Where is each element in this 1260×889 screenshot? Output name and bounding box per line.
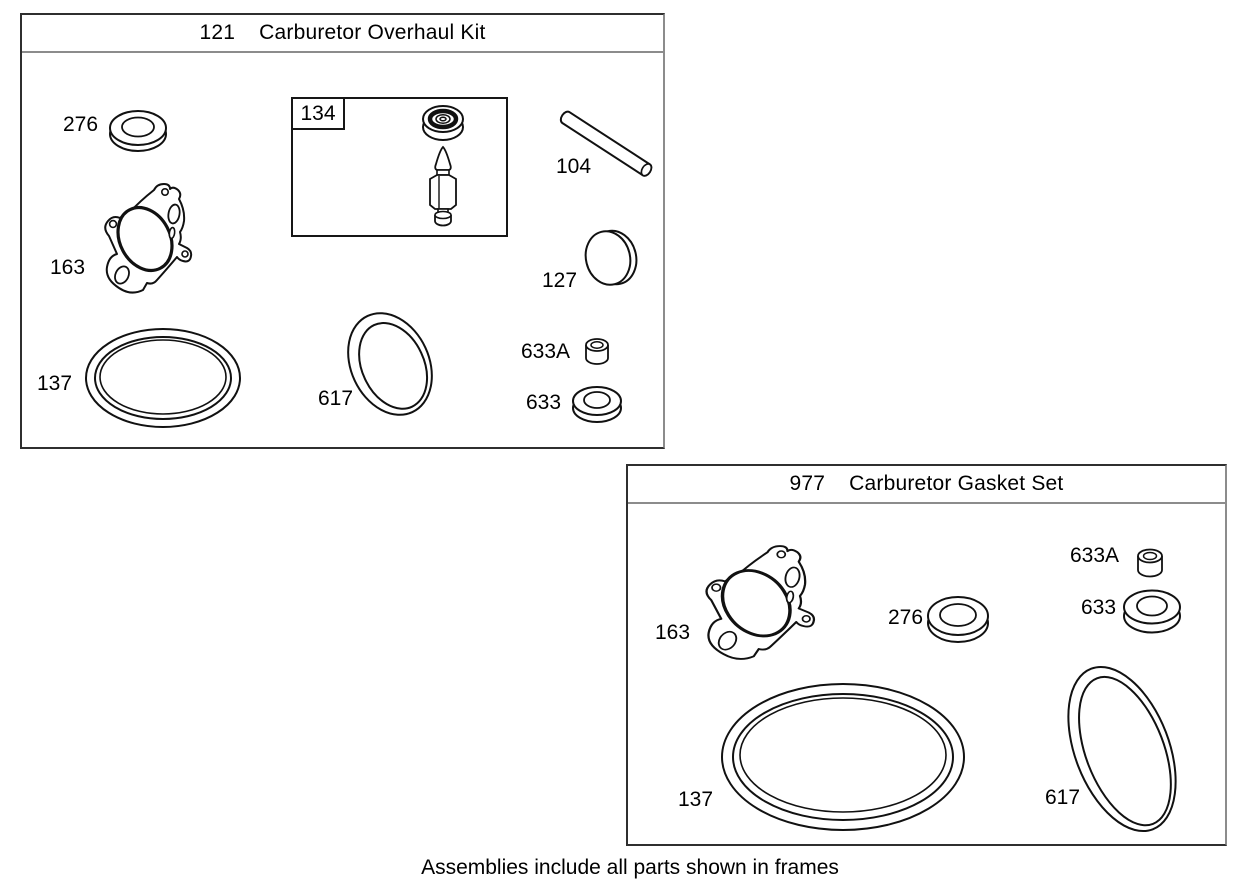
part-label-276: 276: [888, 606, 924, 629]
carburetor-gasket-set-frame: [626, 464, 1227, 846]
part-label-137: 137: [37, 372, 73, 395]
part-label-633a: 633A: [1070, 544, 1120, 567]
kit-number: 121: [199, 21, 236, 44]
carburetor-overhaul-kit-frame: [20, 13, 665, 449]
washer-seal-276-drawing: [928, 597, 988, 642]
part-label-137: 137: [678, 788, 714, 811]
inner-frame-134-label-box: [291, 97, 345, 130]
part-label-127: 127: [542, 269, 578, 292]
part-label-617: 617: [1045, 786, 1081, 809]
gasket-set-drawing: [628, 504, 1225, 844]
part-label-276: 276: [63, 113, 99, 136]
seal-633-drawing: [1124, 591, 1180, 633]
part-label-104: 104: [556, 155, 592, 178]
oring-617-drawing: [1047, 652, 1196, 844]
seal-633-drawing: [573, 387, 621, 422]
part-label-163: 163: [655, 621, 691, 644]
assemblies-note: Assemblies include all parts shown in frames: [421, 856, 839, 879]
part-label-633a: 633A: [521, 340, 571, 363]
bowl-oring-137-drawing: [722, 684, 964, 830]
kit-number: 977: [789, 472, 826, 495]
bowl-oring-137-drawing: [86, 329, 240, 427]
kit-title: Carburetor Overhaul Kit: [259, 21, 486, 44]
bushing-633a-drawing: [586, 339, 608, 364]
welch-plug-127-drawing: [580, 225, 642, 290]
kit-title: Carburetor Gasket Set: [849, 472, 1064, 495]
part-label-163: 163: [50, 256, 86, 279]
mounting-gasket-163-drawing: [105, 184, 191, 293]
frame-canvas: [22, 53, 663, 447]
washer-seal-276-drawing: [110, 111, 166, 151]
bushing-633a-drawing: [1138, 550, 1162, 577]
frame-title-bar: [22, 15, 663, 53]
frame-title-bar: [628, 466, 1225, 504]
frame-canvas: [628, 504, 1225, 844]
part-label-134: 134: [300, 101, 336, 125]
part-label-633: 633: [526, 391, 562, 414]
part-label-617: 617: [318, 387, 354, 410]
inner-frame-134: [291, 97, 508, 237]
mounting-gasket-163-drawing: [707, 546, 814, 659]
part-label-633: 633: [1081, 596, 1117, 619]
